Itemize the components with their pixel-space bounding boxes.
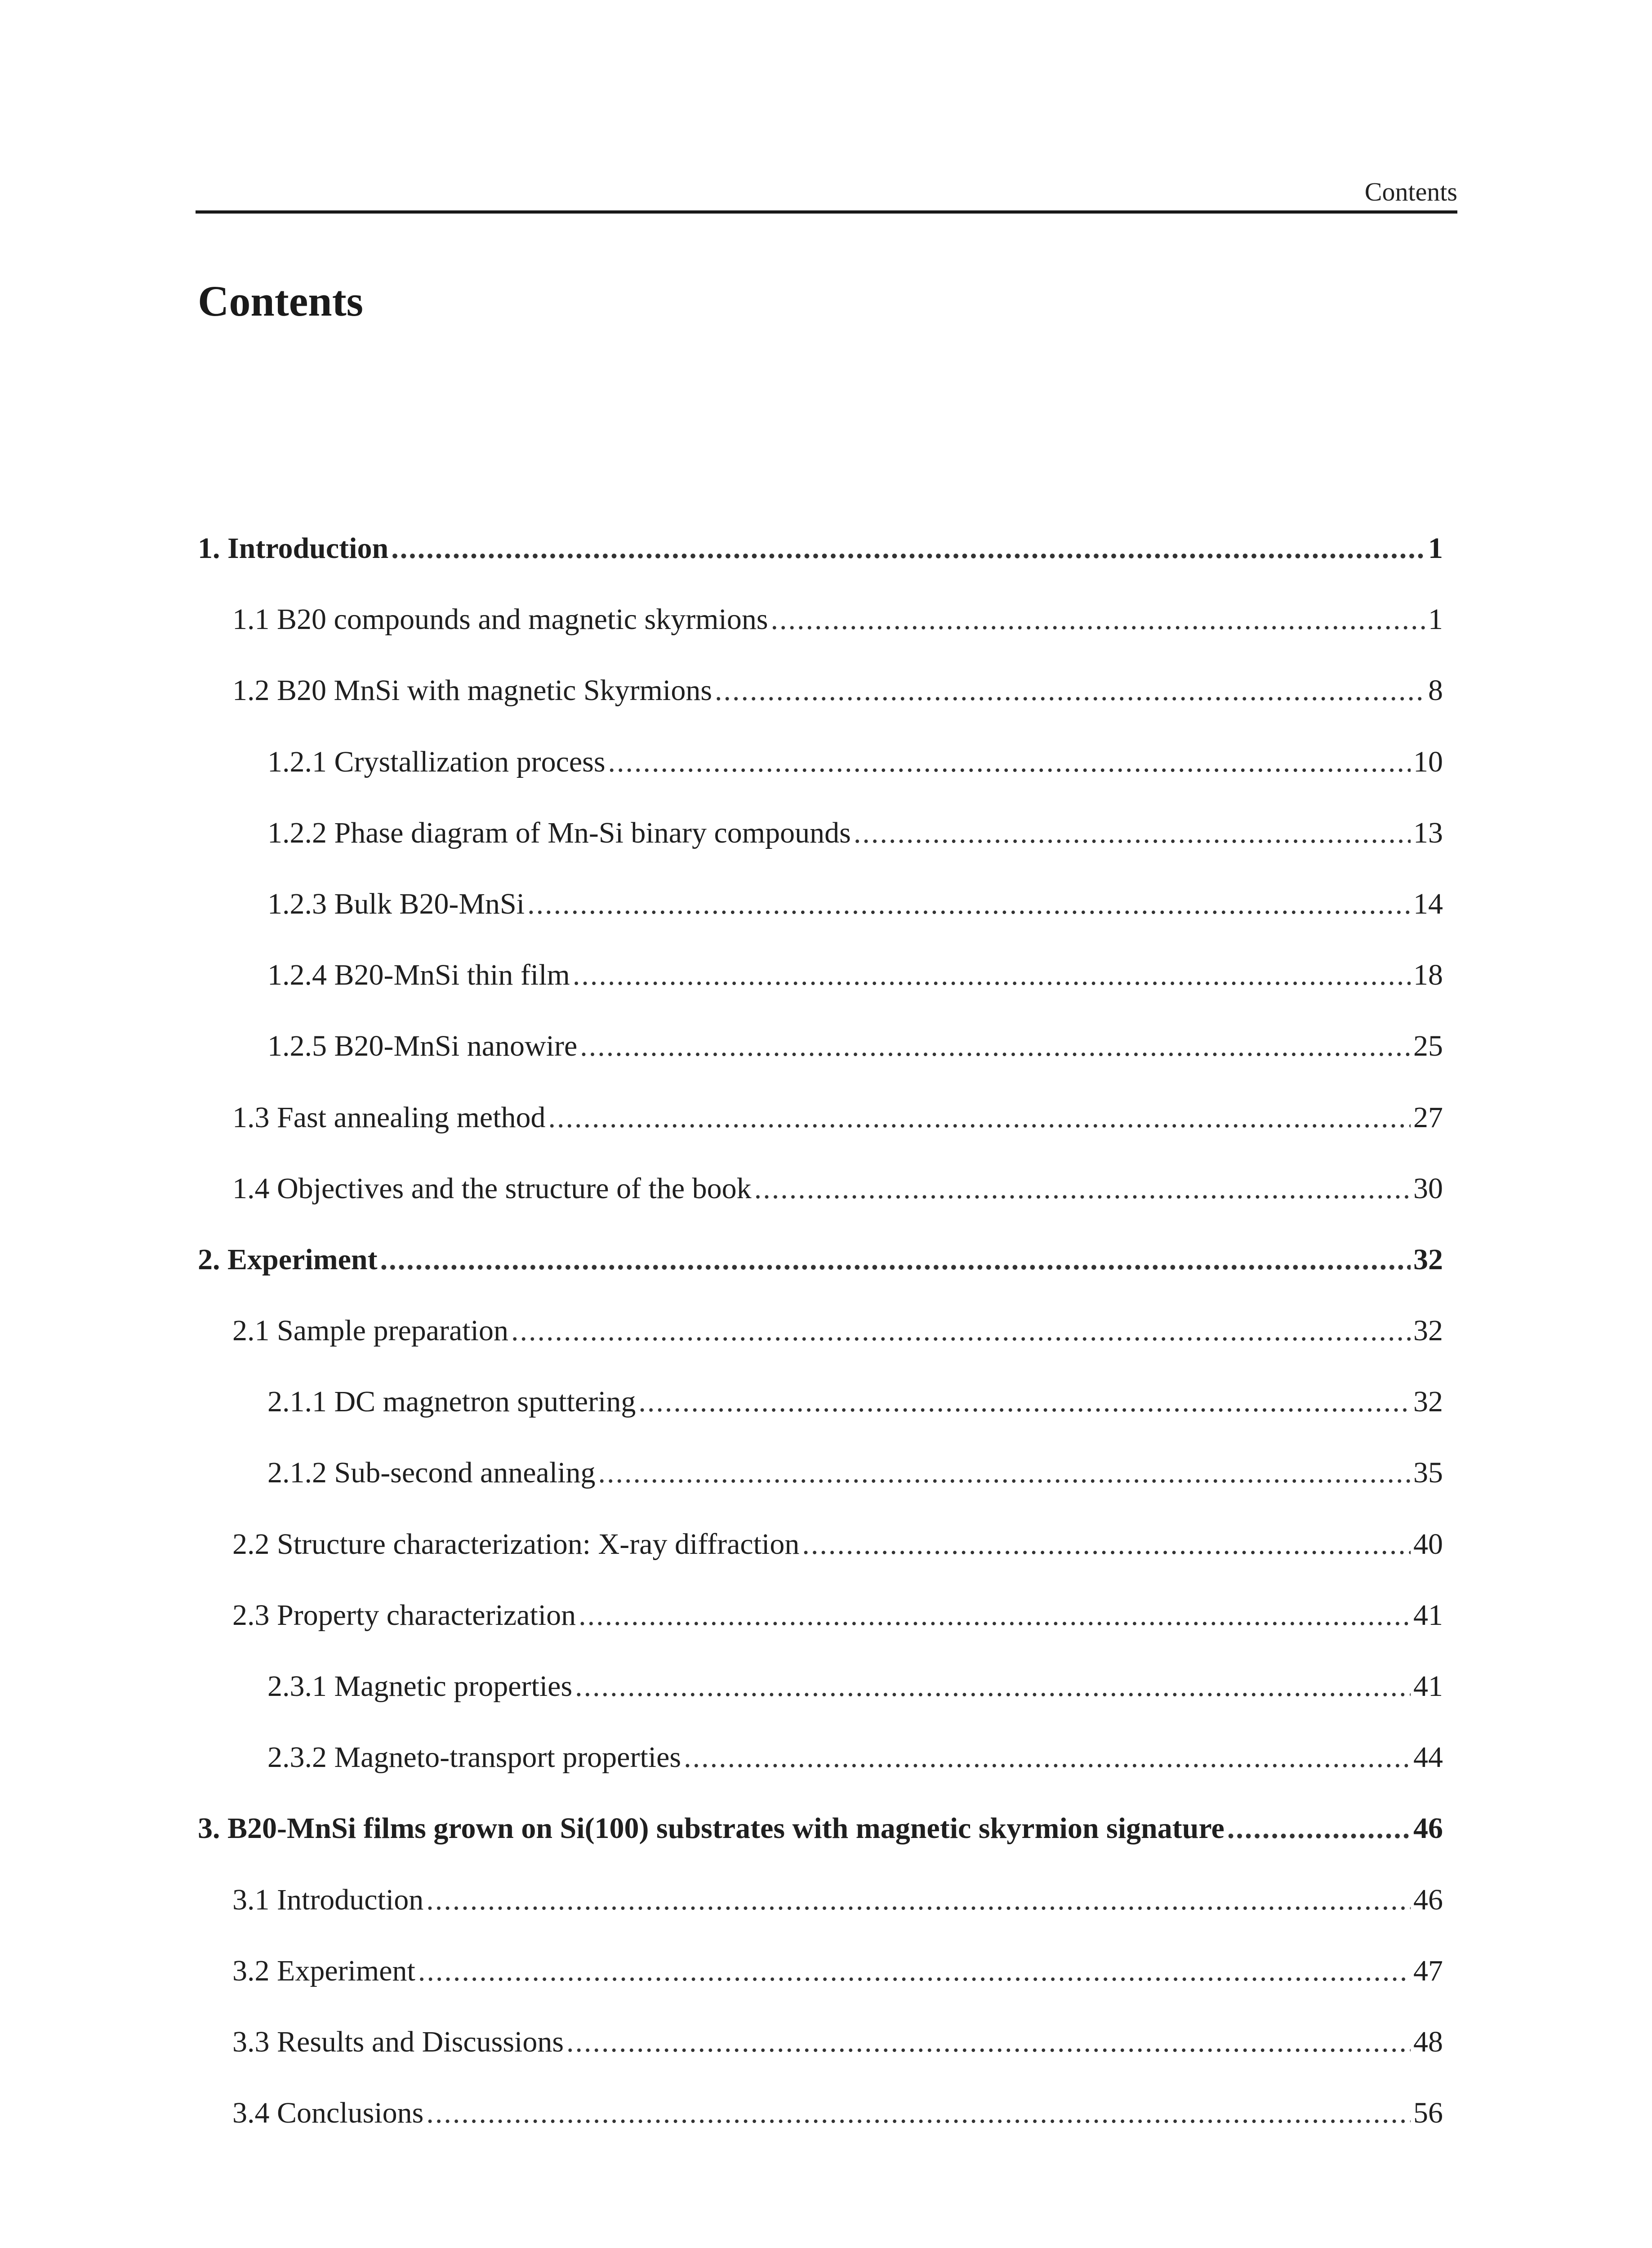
- toc-entry-title: 1.2.1 Crystallization process: [267, 745, 606, 778]
- header-rule: [196, 210, 1457, 214]
- toc-entry[interactable]: [198, 1595, 1443, 1666]
- toc-entry-title: 1.1 B20 compounds and magnetic skyrmions: [232, 603, 768, 636]
- toc-entry-title: 2.1.2 Sub-second annealing: [267, 1456, 596, 1490]
- toc-entry[interactable]: [198, 1311, 1443, 1382]
- toc-entry[interactable]: [198, 670, 1443, 741]
- toc-entry-title: 1.2.3 Bulk B20-MnSi: [267, 887, 525, 920]
- toc-entry-title: 1. Introduction: [198, 532, 389, 565]
- toc-entry-title: 2.1 Sample preparation: [232, 1314, 508, 1347]
- toc-entry[interactable]: [198, 1026, 1443, 1097]
- dot-leader: [608, 742, 1411, 782]
- toc-entry[interactable]: [198, 2022, 1443, 2093]
- toc-entry[interactable]: [198, 1951, 1443, 2022]
- toc-entry-page-number: 10: [1413, 745, 1443, 778]
- toc-entry-page-number: 41: [1413, 1598, 1443, 1632]
- dot-leader: [575, 1666, 1411, 1707]
- dot-leader: [715, 670, 1425, 711]
- toc-entry-title: 2.1.1 DC magnetron sputtering: [267, 1385, 636, 1418]
- dot-leader: [579, 1595, 1411, 1636]
- dot-leader: [580, 1026, 1411, 1066]
- dot-leader: [573, 955, 1411, 995]
- toc-entry[interactable]: [198, 528, 1443, 599]
- toc-entry-page-number: 48: [1413, 2025, 1443, 2058]
- dot-leader: [418, 1951, 1411, 1991]
- toc-entry-page-number: 1: [1428, 603, 1443, 636]
- toc-entry[interactable]: [198, 1524, 1443, 1595]
- toc-entry-page-number: 1: [1428, 532, 1443, 565]
- toc-entry[interactable]: [198, 1097, 1443, 1169]
- toc-entry-page-number: 13: [1413, 816, 1443, 849]
- toc-entry-page-number: 8: [1428, 674, 1443, 707]
- toc-entry-page-number: 44: [1413, 1741, 1443, 1774]
- dot-leader: [754, 1169, 1411, 1209]
- toc-entry-title: 3.3 Results and Discussions: [232, 2025, 564, 2058]
- dot-leader: [426, 1880, 1411, 1920]
- toc-entry-page-number: 27: [1413, 1101, 1443, 1134]
- toc-entry-title: 1.3 Fast annealing method: [232, 1101, 546, 1134]
- toc-entry-title: 3. B20-MnSi films grown on Si(100) substrates with magnetic skyrmion signature: [198, 1812, 1225, 1845]
- toc-entry[interactable]: [198, 1169, 1443, 1240]
- toc-entry-title: 2.3.2 Magneto-transport properties: [267, 1741, 681, 1774]
- toc-entry-page-number: 32: [1413, 1385, 1443, 1418]
- toc-entry-page-number: 35: [1413, 1456, 1443, 1490]
- toc-entry-page-number: 14: [1413, 887, 1443, 920]
- toc-entry-page-number: 46: [1413, 1883, 1443, 1916]
- toc-entry-title: 3.2 Experiment: [232, 1954, 415, 1987]
- dot-leader: [548, 1097, 1411, 1138]
- page-title: Contents: [198, 277, 364, 325]
- dot-leader: [1227, 1808, 1411, 1849]
- toc-entry-page-number: 47: [1413, 1954, 1443, 1987]
- toc-entry-page-number: 25: [1413, 1030, 1443, 1063]
- toc-entry-title: 3.1 Introduction: [232, 1883, 424, 1916]
- toc-entry-page-number: 41: [1413, 1670, 1443, 1703]
- toc-entry-page-number: 30: [1413, 1172, 1443, 1205]
- toc-entry-page-number: 46: [1413, 1812, 1443, 1845]
- toc-entry-title: 1.2.5 B20-MnSi nanowire: [267, 1030, 578, 1063]
- toc-entry[interactable]: [198, 1808, 1443, 1879]
- toc-entry-title: 2. Experiment: [198, 1243, 378, 1276]
- dot-leader: [802, 1524, 1411, 1565]
- toc-entry-title: 1.2 B20 MnSi with magnetic Skyrmions: [232, 674, 712, 707]
- toc-entry[interactable]: [198, 884, 1443, 955]
- toc-entry[interactable]: [198, 599, 1443, 670]
- running-header: Contents: [1364, 177, 1457, 206]
- dot-leader: [598, 1453, 1411, 1493]
- toc-entry-title: 2.3.1 Magnetic properties: [267, 1670, 573, 1703]
- table-of-contents: [198, 528, 1443, 2164]
- toc-entry-page-number: 32: [1413, 1314, 1443, 1347]
- dot-leader: [527, 884, 1411, 924]
- toc-entry[interactable]: [198, 1666, 1443, 1737]
- toc-entry[interactable]: [198, 1737, 1443, 1808]
- toc-entry-page-number: 18: [1413, 959, 1443, 992]
- dot-leader: [511, 1311, 1411, 1351]
- dot-leader: [380, 1240, 1411, 1280]
- toc-entry-title: 3.4 Conclusions: [232, 2096, 424, 2130]
- toc-entry[interactable]: [198, 2093, 1443, 2164]
- dot-leader: [854, 813, 1411, 853]
- toc-entry-page-number: 32: [1413, 1243, 1443, 1276]
- toc-entry-title: 1.2.2 Phase diagram of Mn-Si binary compounds: [267, 816, 851, 849]
- toc-entry[interactable]: [198, 742, 1443, 813]
- toc-entry[interactable]: [198, 1453, 1443, 1524]
- dot-leader: [391, 528, 1425, 569]
- dot-leader: [638, 1382, 1411, 1422]
- dot-leader: [566, 2022, 1411, 2062]
- toc-entry[interactable]: [198, 1240, 1443, 1311]
- toc-entry[interactable]: [198, 955, 1443, 1026]
- toc-entry-page-number: 56: [1413, 2096, 1443, 2130]
- toc-entry-title: 1.2.4 B20-MnSi thin film: [267, 959, 570, 992]
- dot-leader: [684, 1737, 1411, 1778]
- toc-entry[interactable]: [198, 1880, 1443, 1951]
- toc-entry[interactable]: [198, 813, 1443, 884]
- toc-entry[interactable]: [198, 1382, 1443, 1453]
- toc-entry-title: 1.4 Objectives and the structure of the book: [232, 1172, 752, 1205]
- dot-leader: [426, 2093, 1411, 2133]
- toc-entry-title: 2.2 Structure characterization: X-ray diffraction: [232, 1527, 800, 1561]
- dot-leader: [771, 599, 1425, 640]
- toc-entry-title: 2.3 Property characterization: [232, 1598, 576, 1632]
- toc-entry-page-number: 40: [1413, 1527, 1443, 1561]
